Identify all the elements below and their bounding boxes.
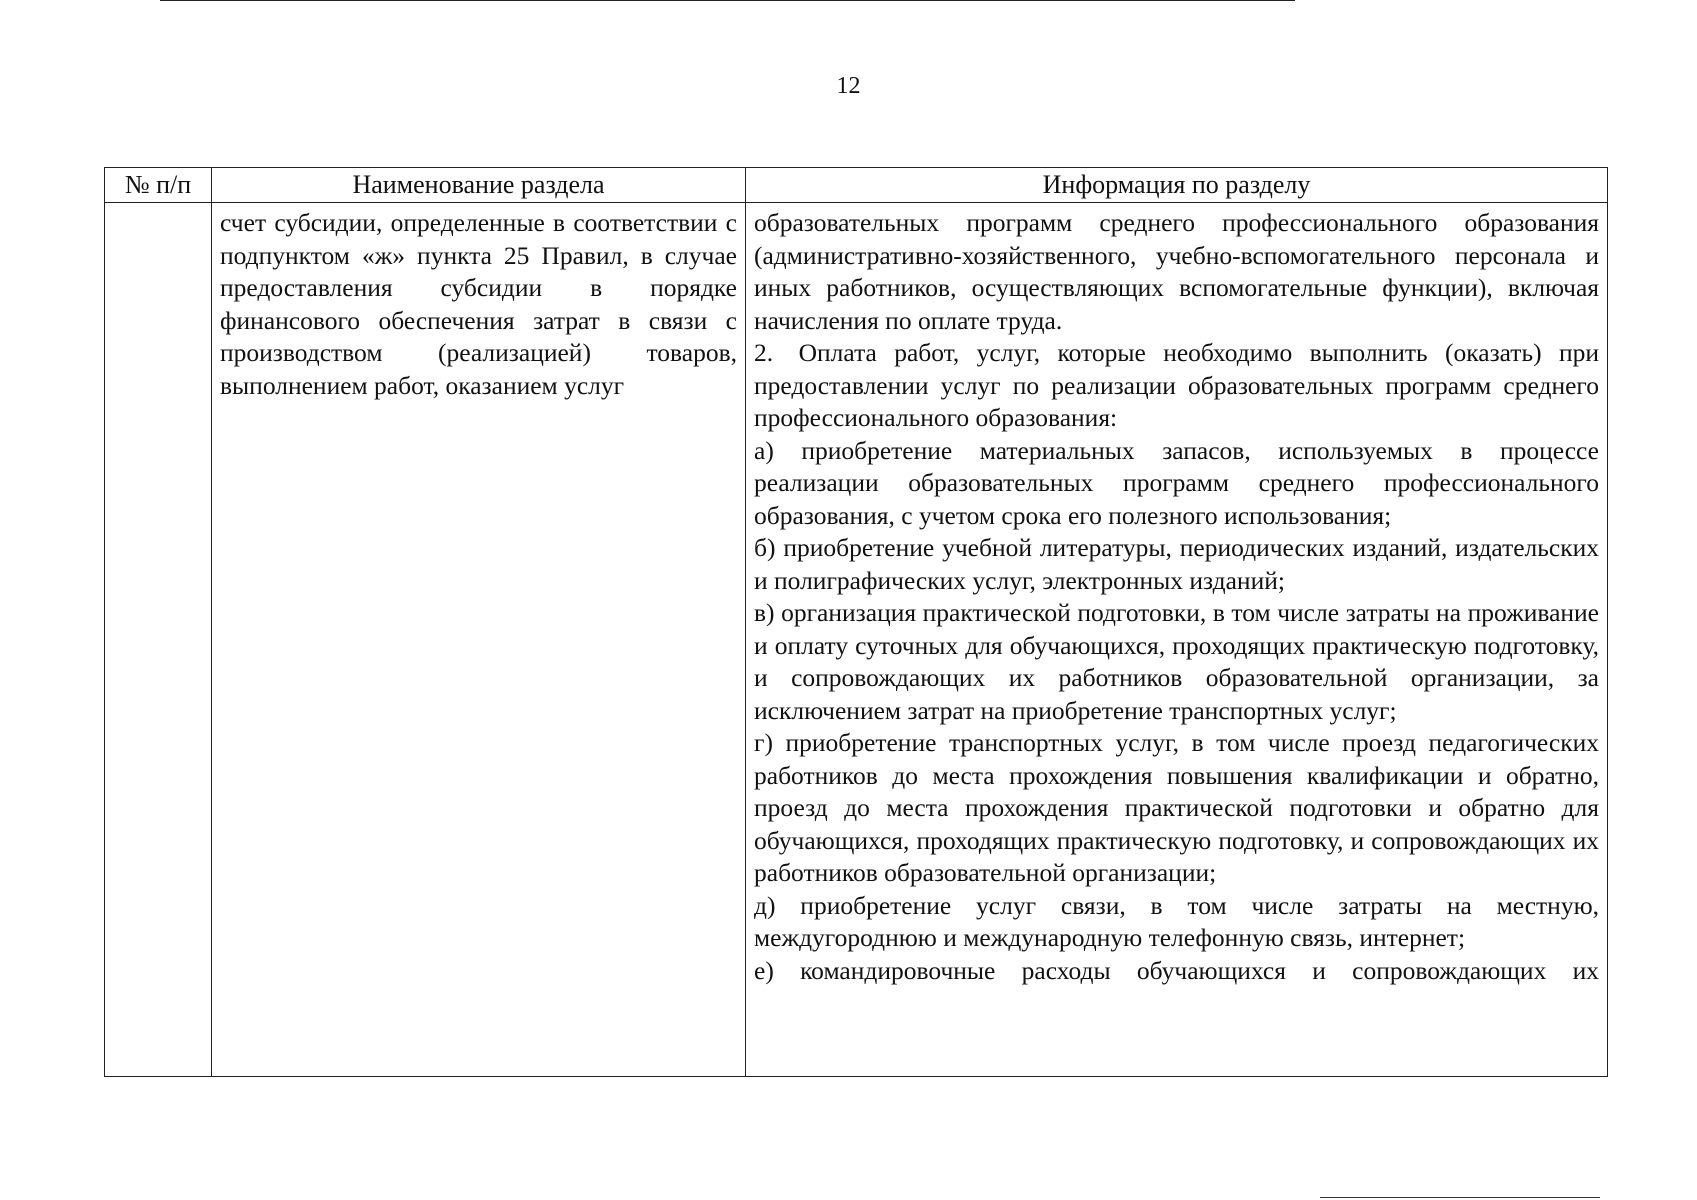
header-section-info: Информация по разделу bbox=[746, 168, 1608, 203]
info-paragraph: в) организация практической подготовки, в том числе затраты на проживание и оплату суточных для обучающихся, проходящих практическую подготовку, и сопровождающих их работников образовательной организации, за исключением затрат на приобретение транспортных услуг; bbox=[754, 598, 1599, 725]
bottom-edge-rule bbox=[1320, 1197, 1600, 1198]
cell-section-name bbox=[212, 203, 746, 1077]
cell-section-info bbox=[746, 203, 1608, 1077]
info-paragraph: е) командировочные расходы обучающихся и сопровождающих их bbox=[754, 955, 1599, 985]
header-number: № п/п bbox=[105, 168, 212, 203]
header-section-name: Наименование раздела bbox=[212, 168, 746, 203]
table-row bbox=[105, 203, 1608, 1077]
page-number: 12 bbox=[836, 73, 861, 99]
table-header-row bbox=[105, 168, 1608, 203]
top-edge-rule bbox=[160, 0, 1295, 1]
info-paragraph: 2. Оплата работ, услуг, которые необходимо выполнить (оказать) при предоставлении услуг по реализации образовательных программ среднего профессионального образования: bbox=[754, 338, 1599, 432]
cell-number bbox=[105, 203, 212, 1077]
info-paragraph: б) приобретение учебной литературы, периодических изданий, издательских и полиграфических услуг, электронных изданий; bbox=[754, 533, 1599, 595]
section-name-text: счет субсидии, определенные в соответствии с подпунктом «ж» пункта 25 Правил, в случае предоставления субсидии в порядке финансового обеспечения затрат в связи с производством (реализацией) товаров, выполнением работ, оказанием услуг bbox=[220, 208, 737, 400]
section-table bbox=[104, 167, 1608, 1077]
info-paragraph: а) приобретение материальных запасов, используемых в процессе реализации образовательных программ среднего профессионального образования, с учетом срока его полезного использования; bbox=[754, 435, 1599, 530]
info-paragraph: г) приобретение транспортных услуг, в том числе проезд педагогических работников до места прохождения повышения квалификации и обратно, проезд до места прохождения практической подготовки и обратно для обучающихся, проходящих практическую подготовку, и сопровождающих их работников образовательной организации; bbox=[754, 728, 1599, 887]
info-paragraph: д) приобретение услуг связи, в том числе затраты на местную, междугороднюю и международную телефонную связь, интернет; bbox=[754, 890, 1599, 952]
info-paragraph: образовательных программ среднего профессионального образования (административно-хозяйственного, учебно-вспомогательного персонала и иных работников, осуществляющих вспомогательные функции), включая начисления по оплате труда. bbox=[754, 208, 1599, 335]
